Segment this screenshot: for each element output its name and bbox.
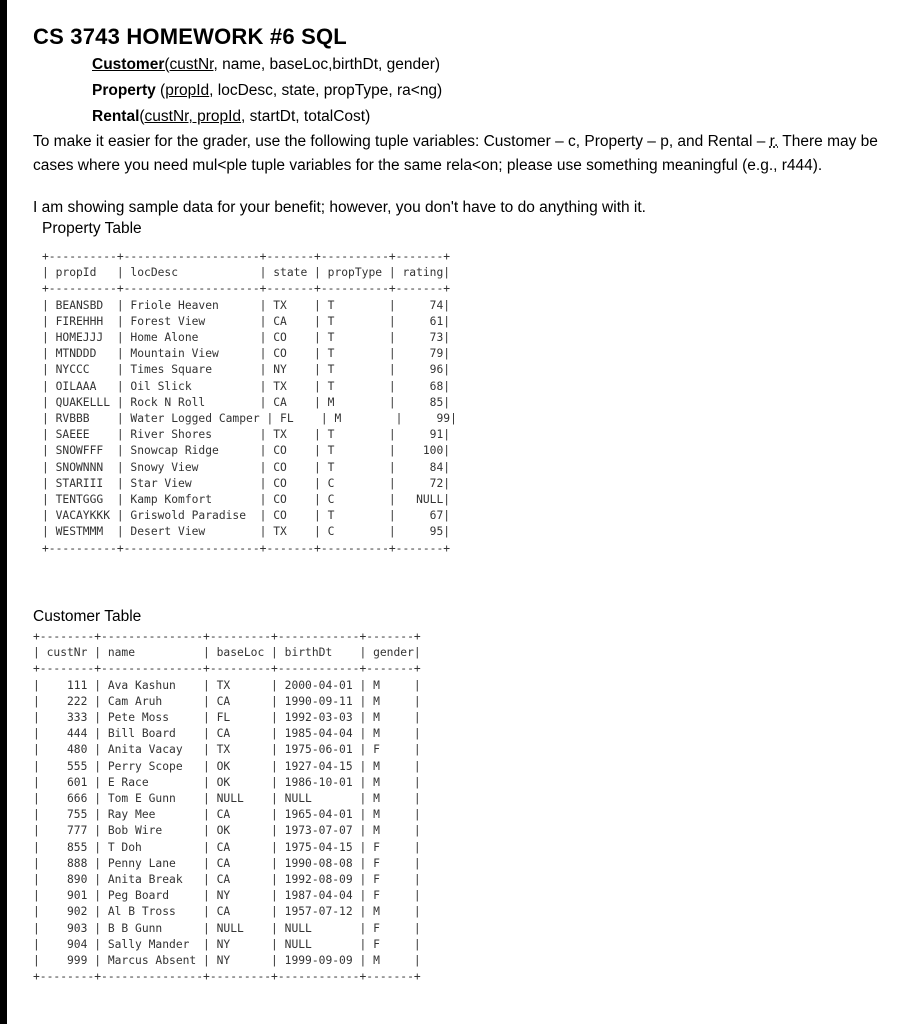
property-table-label: Property Table [42, 220, 142, 237]
instruction-line-3: I am showing sample data for your benefit; however, you don't have to do anything with it. [33, 199, 646, 216]
customer-table: +--------+---------------+---------+------------+-------+ | custNr | name | baseLoc | birthDt | gender| +--------+---------------+---------+------------+-------+ | 111 | Ava Kashun | TX | 2000-04-01 | M | | 222 | Cam Aruh | CA | 1990-09-11 | M | | 333 | Pete Moss | FL | 1992-03-03 | M | | 444 | Bill Board | CA | 1985-04-04 | M | | 480 | Anita Vacay | TX | 1975-06-01 | F | | 555 | Perry Scope | OK | 1927-04-15 | M | | 601 | E Race | OK | 1986-10-01 | M | | 666 | Tom E Gunn | NULL | NULL | M | | 755 | Ray Mee | CA | 1965-04-01 | M | | 777 | Bob Wire | OK | 1973-07-07 | M | | 855 | T Doh | CA | 1975-04-15 | F | | 888 | Penny Lane | CA | 1990-08-08 | F | | 890 | Anita Break | CA | 1992-08-09 | F | | 901 | Peg Board | NY | 1987-04-04 | F | | 902 | Al B Tross | CA | 1957-07-12 | M | | 903 | B B Gunn | NULL | NULL | F | | 904 | Sally Mander | NY | NULL | F | | 999 | Marcus Absent | NY | 1999-09-09 | M | +--------+---------------+---------+------------+-------+ [33, 630, 421, 984]
schema-rental [92, 104, 924, 130]
schema-property [92, 78, 924, 104]
instruction-line-2: cases where you need mul<ple tuple variables for the same rela<on; please use something meaningful (e.g., r444). [33, 157, 823, 174]
schema-property-open: ( [155, 82, 166, 99]
property-table: +----------+--------------------+-------+----------+-------+ | propId | locDesc | state | propType | rating| +----------+--------------------+-------+----------+-------+ | BEANSBD | Friole Heaven | TX | T | 74| | FIREHHH | Forest View | CA | T | 61| | HOMEJJJ | Home Alone | CO | T | 73| | MTNDDD | Mountain View | CO | T | 79| | NYCCC | Times Square | NY | T | 96| | OILAAA | Oil Slick | TX | T | 68| | QUAKELLL | Rock N Roll | CA | M | 85| | RVBBB | Water Logged Camper | FL | M | 99| | SAEEE | River Shores | TX | T | 91| | SNOWFFF | Snowcap Ridge | CO | T | 100| | SNOWNNN | Snowy View | CO | T | 84| | STARIII | Star View | CO | C | 72| | TENTGGG | Kamp Komfort | CO | C | NULL| | VACAYKKK | Griswold Paradise | CO | T | 67| | WESTMMM | Desert View | TX | C | 95| +----------+--------------------+-------+----------+-------+ [42, 250, 457, 555]
rental-variable: r. [769, 133, 779, 150]
page-title: CS 3743 HOMEWORK #6 SQL [33, 24, 347, 49]
schema-customer-rest: , name, baseLoc,birthDt, gender) [213, 56, 441, 73]
customer-table-label: Customer Table [33, 608, 142, 625]
left-edge-bar [0, 0, 7, 1024]
schema-property-key: propId [165, 82, 210, 99]
instruction-line-1b: There may be [778, 133, 878, 150]
schema-property-name: Property [92, 82, 156, 99]
instruction-line-1 [33, 130, 924, 154]
schema-rental-open: ( [139, 108, 145, 125]
schema-list [92, 52, 924, 130]
schema-customer-key: custNr [169, 56, 214, 73]
schema-customer [92, 52, 924, 78]
schema-property-rest: , locDesc, state, propType, ra<ng) [209, 82, 443, 99]
schema-rental-key: custNr, propId [144, 108, 242, 125]
schema-rental-name: Rental [92, 108, 140, 125]
schema-rental-rest: , startDt, totalCost) [241, 108, 371, 125]
instruction-line-1a: To make it easier for the grader, use the following tuple variables: Customer – c, Property – p, and Rental – [33, 133, 770, 150]
schema-customer-open: ( [164, 56, 170, 73]
schema-customer-name: Customer [92, 56, 165, 73]
document [33, 22, 924, 220]
